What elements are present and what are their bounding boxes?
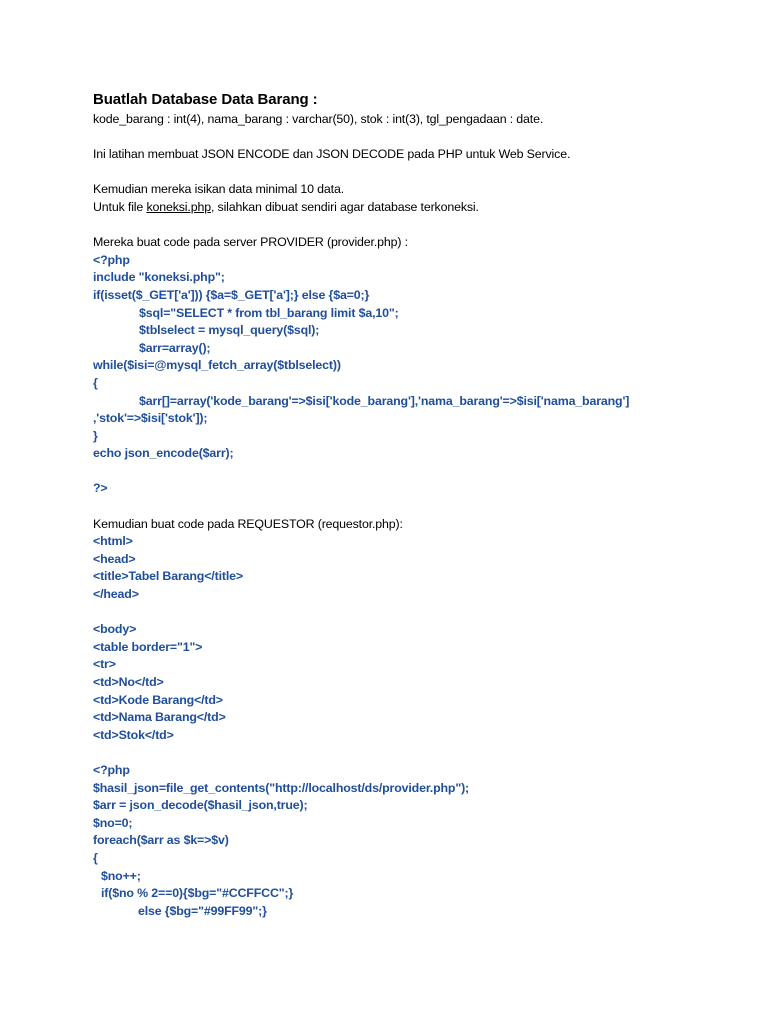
blank-line [93, 129, 753, 147]
code-line: if($no % 2==0){$bg="#CCFFCC";} [101, 886, 294, 901]
provider-heading: Mereka buat code pada server PROVIDER (provider.php) : [93, 235, 408, 250]
code-line: $arr = json_decode($hasil_json,true); [93, 798, 308, 813]
code-line: foreach($arr as $k=>$v) [93, 833, 229, 848]
code-line: ,'stok'=>$isi['stok']); [93, 411, 208, 426]
code-line: } [93, 428, 98, 443]
code-line: <tr> [93, 657, 116, 672]
code-line: <head> [93, 551, 136, 566]
code-line: { [93, 850, 98, 865]
code-line: if(isset($_GET['a'])) {$a=$_GET['a'];} else {$a=0;} [93, 287, 370, 302]
code-line: ?> [93, 481, 108, 496]
blank-line [93, 463, 753, 481]
blank-line [93, 744, 753, 762]
code-line: echo json_encode($arr); [93, 446, 234, 461]
blank-line [93, 498, 753, 516]
code-line: $no++; [101, 868, 141, 883]
code-line: $tblselect = mysql_query($sql); [139, 323, 320, 338]
blank-line [93, 164, 753, 182]
blank-line [93, 604, 753, 622]
code-line: $hasil_json=file_get_contents("http://localhost/ds/provider.php"); [93, 780, 470, 795]
code-line: <?php [93, 762, 130, 777]
code-line: $no=0; [93, 815, 133, 830]
blank-line [93, 217, 753, 235]
code-line: <td>No</td> [93, 675, 164, 689]
code-line: <table border="1"> [93, 639, 203, 654]
koneksi-link[interactable]: koneksi.php [146, 199, 211, 214]
instruction-file-text [93, 199, 753, 217]
instruction-file-after: , silahkan dibuat sendiri agar database terkoneksi. [210, 199, 479, 214]
code-line: <td>Stok</td> [93, 727, 174, 742]
document-title: Buatlah Database Data Barang : [93, 91, 318, 108]
requestor-heading: Kemudian buat code pada REQUESTOR (requestor.php): [93, 516, 403, 531]
code-line: <td>Kode Barang</td> [93, 692, 223, 707]
schema-text: kode_barang : int(4), nama_barang : varchar(50), stok : int(3), tgl_pengadaan : date. [93, 112, 544, 126]
code-line: $arr[]=array('kode_barang'=>$isi['kode_barang'],'nama_barang'=>$isi['nama_barang'] [139, 393, 630, 408]
document-body [93, 89, 753, 920]
code-line: $sql="SELECT * from tbl_barang limit $a,10"; [139, 305, 399, 320]
code-line: else {$bg="#99FF99";} [138, 903, 267, 918]
intro-text: Ini latihan membuat JSON ENCODE dan JSON DECODE pada PHP untuk Web Service. [93, 147, 571, 162]
code-line: <?php [93, 252, 130, 267]
code-line: </head> [93, 587, 139, 602]
code-line: include "koneksi.php"; [93, 270, 225, 285]
code-line: <td>Nama Barang</td> [93, 710, 226, 725]
code-line: while($isi=@mysql_fetch_array($tblselect)) [93, 358, 341, 373]
code-line: <html> [93, 534, 133, 549]
code-line: $arr=array(); [139, 340, 211, 355]
instruction-data-text: Kemudian mereka isikan data minimal 10 data. [93, 182, 344, 197]
code-line: <title>Tabel Barang</title> [93, 569, 243, 584]
code-line: { [93, 375, 98, 390]
code-line: <body> [93, 622, 137, 637]
instruction-file-before: Untuk file [93, 199, 147, 214]
